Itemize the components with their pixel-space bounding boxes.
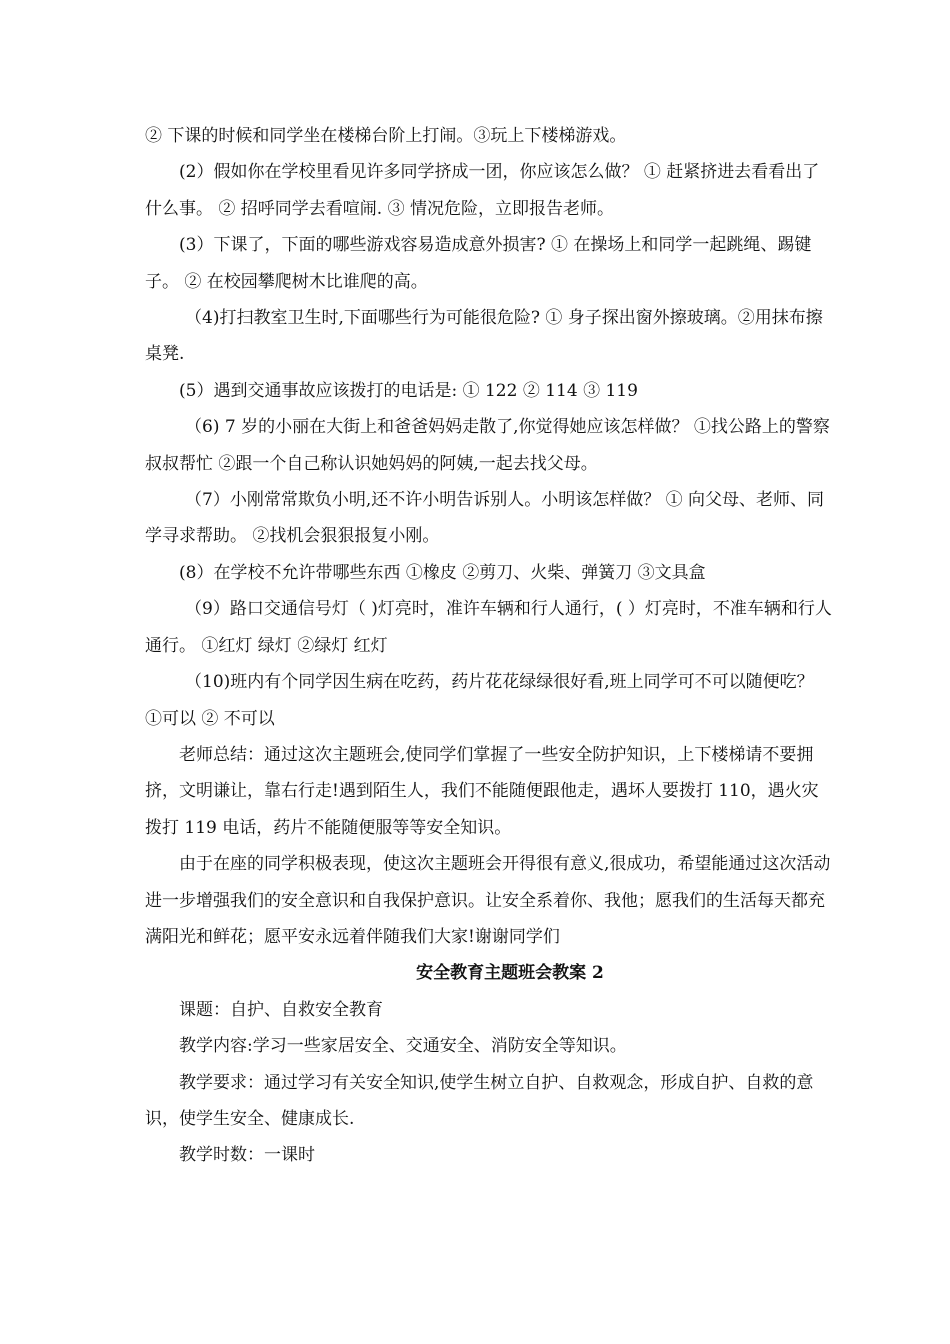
section-title: 安全教育主题班会教案 2	[416, 963, 604, 984]
paragraph-question-1-continued: ② 下课的时候和同学坐在楼梯台阶上打闹。③玩上下楼梯游戏。	[145, 126, 627, 146]
paragraph-question-3: (3）下课了，下面的哪些游戏容易造成意外损害? ① 在操场上和同学一起跳绳、踢键子。 ② 在校园攀爬树木比谁爬的高。	[145, 235, 812, 292]
paragraph-question-9: （9）路口交通信号灯（ )灯亮时，准许车辆和行人通行，( ）灯亮时，不准车辆和行人通行。 ①红灯 绿灯 ②绿灯 红灯	[145, 599, 832, 656]
paragraph-question-6: （6) 7 岁的小丽在大街上和爸爸妈妈走散了,你觉得她应该怎样做？ ①找公路上的警察叔叔帮忙 ②跟一个自己称认识她妈妈的阿姨,一起去找父母。	[145, 417, 830, 474]
paragraph-question-10: （10)班内有个同学因生病在吃药，药片花花绿绿很好看,班上同学可不可以随便吃？ ①可以 ② 不可以	[145, 672, 814, 729]
paragraph-class-hours: 教学时数：一课时	[179, 1145, 315, 1166]
paragraph-teacher-summary: 老师总结：通过这次主题班会,使同学们掌握了一些安全防护知识，上下楼梯请不要拥挤，文明谦让，靠右行走!遇到陌生人，我们不能随便跟他走，遇坏人要拨打 110，遇火灾拨打 119 电话，药片不能随便服等等安全知识。	[145, 744, 819, 838]
paragraph-question-4: （4)打扫教室卫生时,下面哪些行为可能很危险? ① 身子探出窗外擦玻璃。②用抹布擦桌凳.	[145, 308, 823, 365]
paragraph-teaching-content: 教学内容:学习一些家居安全、交通安全、消防安全等知识。	[179, 1036, 627, 1057]
paragraph-teaching-requirements: 教学要求：通过学习有关安全知识,使学生树立自护、自救观念，形成自护、自救的意识，使学生安全、健康成长.	[145, 1072, 814, 1129]
paragraph-closing: 由于在座的同学积极表现，使这次主题班会开得很有意义,很成功，希望能通过这次活动进一步增强我们的安全意识和自我保护意识。让安全系着你、我他；愿我们的生活每天都充满阳光和鲜花；愿平安永远着伴随我们大家!谢谢同学们	[145, 854, 831, 947]
paragraph-question-7: （7）小刚常常欺负小明,还不许小明告诉别人。小明该怎样做？ ① 向父母、老师、同学寻求帮助。 ②找机会狠狠报复小刚。	[145, 490, 825, 547]
paragraph-question-8: (8）在学校不允许带哪些东西 ①橡皮 ②剪刀、火柴、弹簧刀 ③文具盒	[179, 562, 706, 583]
paragraph-question-2: (2）假如你在学校里看见许多同学挤成一团，你应该怎么做？ ① 赶紧挤进去看看出了什么事。 ② 招呼同学去看喧闹. ③ 情况危险，立即报告老师。	[145, 162, 820, 219]
document-body	[145, 118, 835, 1174]
paragraph-topic: 课题：自护、自救安全教育	[179, 999, 383, 1020]
paragraph-question-5: (5）遇到交通事故应该拨打的电话是: ① 122 ② 114 ③ 119	[179, 380, 638, 401]
